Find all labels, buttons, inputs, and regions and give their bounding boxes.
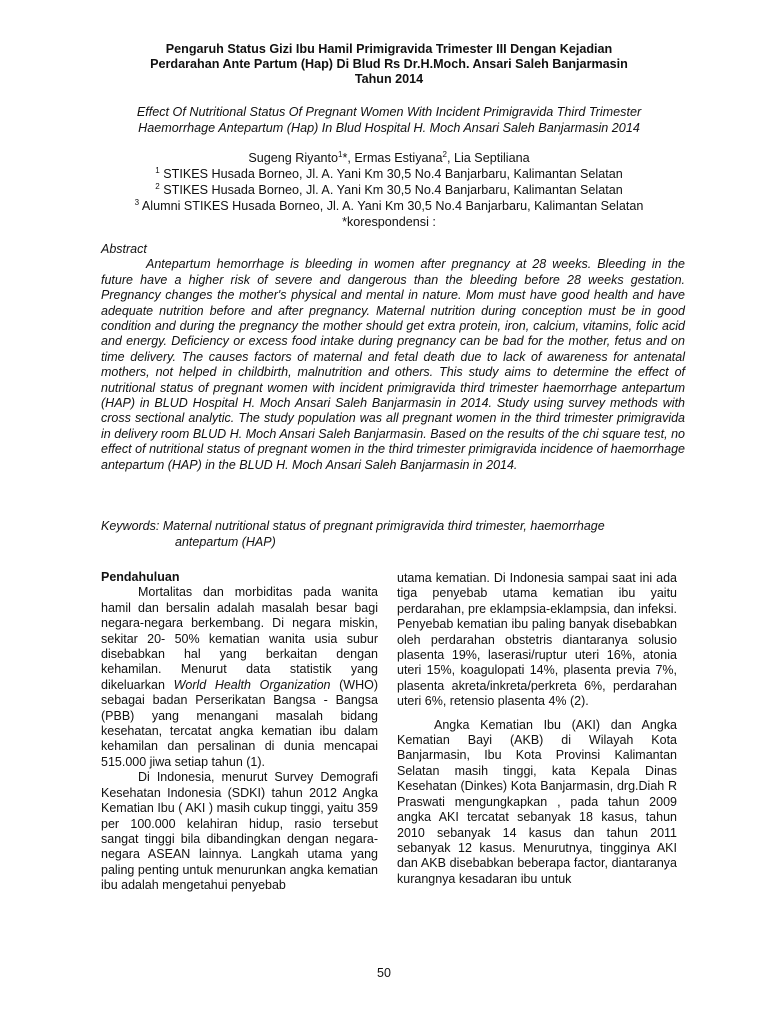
affiliation-line	[100, 166, 678, 182]
author-name: *, Ermas Estiyana	[342, 151, 443, 165]
abstract-section	[101, 242, 685, 473]
affiliation-line	[100, 182, 678, 198]
author-line	[100, 150, 678, 166]
paper-title	[100, 42, 678, 87]
title-line: Tahun 2014	[354, 72, 424, 86]
body-column-right	[397, 571, 677, 887]
abstract-body: Antepartum hemorrhage is bleeding in women after pregnancy at 28 weeks. Bleeding in the future have a higher risk of severe and dangerous than the bleeding before 28 weeks gestation. Pregnancy changes the mother's physical and mental in nature. Mom must have good health and have adequate nutrition before and after pregnancy. Maternal nutrition during conception must be in good condition and during the pregnancy the mother should get extra protein, iron, calcium, vitamins, folic acid and energy. Deficiency or excess food intake during pregnancy can be bad for the mother, fetus and on time delivery. The causes factors of maternal and fetal death due to lack of awareness for antenatal mothers, not helped in childbirth, malnutrition and others. This study aims to determine the effect of nutritional status of pregnant women with incident primigravida third trimester haemorrhage antepartum (HAP) in BLUD Hospital H. Moch Ansari Saleh Banjarmasin in 2014. Study using survey methods with cross sectional analytic. The study population was all pregnant women in the third trimester primigravida in delivery room BLUD H. Moch Ansari Saleh Banjarmasin. Based on the results of the chi square test, no effect of nutritional status of pregnant women in the third trimester primigravida incidence of haemorrhage antepartum (HAP) in the BLUD H. Moch Ansari Saleh Banjarmasin in 2014.	[101, 257, 685, 472]
author-name: Sugeng Riyanto	[248, 151, 338, 165]
abstract-heading: Abstract	[101, 242, 147, 256]
body-paragraph	[101, 585, 378, 770]
body-paragraph: utama kematian. Di Indonesia sampai saat ini ada tiga penyebab utama kematian ibu yaitu perdarahan, pre eklampsia-eklampsia, dan infeksi. Penyebab kematian ibu paling banyak disebabkan oleh perdarahan obstetris diantaranya solusio plasenta 19%, laserasi/ruptur uteri 16%, atonia uteri 15%, koagulopati 14%, plasenta previa 7%, plasenta akreta/inkreta/perkreta 6%, perdarahan uteri 6%, retensio plasenta 4% (2).	[397, 571, 677, 709]
paragraph-text: Mortalitas dan morbiditas pada wanita hamil dan bersalin adalah masalah besar bagi negara-negara berkembang. Di negara miskin, sekitar 20- 50% kematian wanita usia subur disebabkan hal yang berkaitan dengan kehamilan. Menurut data statistik yang dikeluarkan	[101, 585, 378, 692]
italic-term: World Health Organization	[173, 677, 331, 692]
keywords-label: Keywords:	[101, 519, 160, 533]
keywords-text: Maternal nutritional status of pregnant primigravida third trimester, haemorrhage	[159, 519, 605, 533]
title-line: Pengaruh Status Gizi Ibu Hamil Primigravida Trimester III Dengan Kejadian	[165, 42, 613, 56]
body-paragraph: Angka Kematian Ibu (AKI) dan Angka Kematian Bayi (AKB) di Wilayah Kota Banjarmasin, Ibu Kota Provinsi Kalimantan Selatan masih tinggi, kata Kepala Dinas Kesehatan (Dinkes) Kota Banjarmasin, drg.Diah R Praswati mengungkapkan , pada tahun 2009 angka AKI tercatat sebanyak 18 kasus, tahun 2010 sebanyak 14 kasus dan tahun 2011 sebanyak 12 kasus. Menurutnya, tingginya AKI dan AKB disebabkan beberapa factor, diantaranya kurangnya kesadaran ibu untuk	[397, 717, 677, 886]
correspondence-note: *korespondensi :	[342, 215, 436, 229]
body-column-left	[101, 570, 378, 894]
affiliation-text: STIKES Husada Borneo, Jl. A. Yani Km 30,5 No.4 Banjarbaru, Kalimantan Selatan	[159, 183, 623, 197]
affiliation-text: STIKES Husada Borneo, Jl. A. Yani Km 30,5 No.4 Banjarbaru, Kalimantan Selatan	[159, 167, 623, 181]
page-number: 50	[377, 966, 391, 980]
author-block	[100, 150, 678, 230]
body-paragraph: Di Indonesia, menurut Survey Demografi Kesehatan Indonesia (SDKI) tahun 2012 Angka Kematian Ibu ( AKI ) masih cukup tinggi, yaitu 359 per 100.000 kelahiran hidup, rasio tersebut sangat tinggi bila dibandingkan dengan negara-negara ASEAN lainnya. Langkah utama yang paling penting untuk menurunkan angka kematian ibu adalah mengetahui penyebab	[101, 770, 378, 893]
keywords-section	[101, 518, 685, 550]
affiliation-line	[100, 198, 678, 214]
english-title	[100, 104, 678, 136]
affiliation-superscript: 2	[155, 181, 160, 191]
affiliation-superscript: 1	[155, 165, 160, 175]
section-heading: Pendahuluan	[101, 570, 180, 584]
english-title-line: Haemorrhage Antepartum (Hap) In Blud Hospital H. Moch Ansari Saleh Banjarmasin 2014	[138, 121, 640, 135]
affiliation-text: Alumni STIKES Husada Borneo, Jl. A. Yani Km 30,5 No.4 Banjarbaru, Kalimantan Selatan	[139, 199, 644, 213]
english-title-line: Effect Of Nutritional Status Of Pregnant Women With Incident Primigravida Third Trimester	[136, 105, 642, 119]
paragraph-text: (WHO) sebagai badan Perserikatan Bangsa - Bangsa (PBB) yang menangani masalah bidang kesehatan, tercatat angka kematian ibu dalam kehamilan dan persalinan di dunia mencapai 515.000 jiwa setiap tahun (1).	[101, 677, 378, 769]
author-superscript: 2	[442, 149, 447, 159]
author-superscript: 1	[338, 149, 343, 159]
author-name: , Lia Septiliana	[447, 151, 530, 165]
keywords-text-continued: antepartum (HAP)	[175, 535, 276, 549]
affiliation-superscript: 3	[134, 197, 140, 207]
title-line: Perdarahan Ante Partum (Hap) Di Blud Rs Dr.H.Moch. Ansari Saleh Banjarmasin	[150, 57, 628, 71]
